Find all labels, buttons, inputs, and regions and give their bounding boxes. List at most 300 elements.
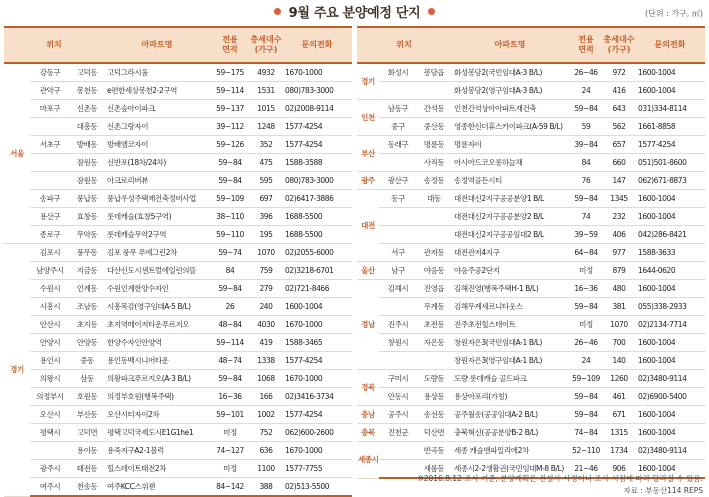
area-cell: 64~84: [569, 244, 603, 262]
units-cell: 396: [250, 208, 282, 226]
phone-cell: 1577-4254: [282, 118, 352, 136]
apartment-cell: 인천간석상아아파트재건축: [451, 100, 569, 118]
units-cell: 700: [603, 334, 635, 352]
city-cell: 의왕시: [30, 370, 70, 388]
units-cell: 595: [250, 172, 282, 190]
area-cell: 21~46: [569, 460, 603, 479]
apartment-cell: 방배엠코자이: [104, 136, 210, 154]
city-cell: 시흥시: [30, 298, 70, 316]
dong-cell: 무악동: [70, 226, 104, 244]
phone-cell: 02)3480-9114: [635, 442, 705, 460]
apartment-cell: 신촌숲아이파크: [104, 100, 210, 118]
city-cell: 서초구: [30, 136, 70, 154]
dong-cell: 간석동: [417, 100, 451, 118]
phone-cell: 1644-0620: [635, 262, 705, 280]
dong-cell: [417, 82, 451, 100]
apartment-cell: 영종한신더휴스카이파크(A-59 B/L): [451, 118, 569, 136]
dong-cell: 인계동: [70, 280, 104, 298]
units-cell: 416: [603, 82, 635, 100]
table-row: [4, 154, 352, 172]
units-cell: 977: [603, 244, 635, 262]
city-cell: 강동구: [30, 63, 70, 82]
dong-cell: [417, 226, 451, 244]
region-cell: 대전: [357, 190, 379, 262]
phone-cell: 1577-4254: [282, 352, 352, 370]
city-cell: 김포시: [30, 244, 70, 262]
table-row: [4, 298, 352, 316]
city-cell: 용산구: [30, 208, 70, 226]
area-cell: 59~84: [210, 280, 250, 298]
table-row: [4, 100, 352, 118]
header-area: [210, 27, 250, 63]
area-cell: 미정: [569, 262, 603, 280]
city-cell: 서구: [379, 244, 417, 262]
right-table: [357, 26, 705, 479]
area-cell: 26~46: [569, 334, 603, 352]
city-cell: [30, 154, 70, 172]
city-cell: 구미시: [379, 370, 417, 388]
table-row: [4, 388, 352, 406]
table-row: [357, 154, 705, 172]
area-cell: 24: [569, 352, 603, 370]
apartment-cell: 롯데캐슬(효창5구역): [104, 208, 210, 226]
left-table: [4, 26, 352, 497]
unit-note: (단위 : 가구, ㎡): [644, 9, 703, 18]
units-cell: 657: [603, 136, 635, 154]
dong-cell: 지금동: [70, 262, 104, 280]
units-cell: 1015: [250, 100, 282, 118]
header-units-text: 총세대수 (가구): [603, 35, 635, 54]
phone-cell: 1600-1004: [635, 406, 705, 424]
units-cell: 1531: [250, 82, 282, 100]
dong-cell: 사직동: [417, 154, 451, 172]
title-bar: [0, 2, 709, 24]
city-cell: [379, 82, 417, 100]
units-cell: 381: [603, 298, 635, 316]
city-cell: 송파구: [30, 190, 70, 208]
table-row: [357, 424, 705, 442]
phone-cell: 02)721-8466: [282, 280, 352, 298]
table-row: [4, 63, 352, 82]
dong-cell: 자은동: [417, 334, 451, 352]
phone-cell: 1600-1004: [635, 190, 705, 208]
units-cell: 660: [603, 154, 635, 172]
apartment-cell: 대전관저4지구: [451, 244, 569, 262]
area-cell: 미정: [210, 460, 250, 478]
table-row: [4, 352, 352, 370]
phone-cell: 1600-1004: [635, 280, 705, 298]
units-cell: 4932: [250, 63, 282, 82]
units-cell: 480: [603, 280, 635, 298]
apartment-cell: 충북혁신(공공분양B-2 B/L): [451, 424, 569, 442]
header-area-text: 전용 면적: [222, 35, 238, 54]
phone-cell: 1600-1004: [635, 352, 705, 370]
phone-cell: 051)501-8600: [635, 154, 705, 172]
units-cell: 240: [250, 298, 282, 316]
area-cell: 59: [569, 118, 603, 136]
units-cell: 906: [603, 460, 635, 479]
area-cell: 59~84: [210, 172, 250, 190]
city-cell: 수원시: [30, 280, 70, 298]
header-units: [603, 27, 635, 63]
phone-cell: 031)334-8114: [635, 100, 705, 118]
city-cell: 의정부시: [30, 388, 70, 406]
area-cell: 59~126: [210, 136, 250, 154]
phone-cell: 1670-1000: [282, 370, 352, 388]
units-cell: 643: [603, 100, 635, 118]
dong-cell: 부산동: [70, 406, 104, 424]
area-cell: 39~59: [569, 226, 603, 244]
apartment-cell: 대전대신2지구공공분양2 B/L: [451, 208, 569, 226]
apartment-cell: 시흥목감(영구임대A-5 B/L): [104, 298, 210, 316]
apartment-cell: 풍납우성주택재건축정비사업: [104, 190, 210, 208]
city-cell: 마포구: [30, 100, 70, 118]
phone-cell: 062)671-8873: [635, 172, 705, 190]
units-cell: 1315: [603, 424, 635, 442]
units-cell: 697: [250, 190, 282, 208]
table-row: [357, 226, 705, 244]
table-row: [4, 442, 352, 460]
phone-cell: 1600-1004: [635, 424, 705, 442]
area-cell: 38~110: [210, 208, 250, 226]
apartment-cell: 대전대신2지구공공분양1 B/L: [451, 190, 569, 208]
city-cell: 평택시: [30, 424, 70, 442]
dong-cell: 덕산면: [417, 424, 451, 442]
apartment-cell: 명륜자이: [451, 136, 569, 154]
table-row: [357, 208, 705, 226]
dong-cell: 고덕동: [70, 63, 104, 82]
area-cell: 26~46: [569, 63, 603, 82]
apartment-cell: 화성봉담2(영구임대A-3 B/L): [451, 82, 569, 100]
area-cell: 59~109: [569, 370, 603, 388]
table-row: [4, 424, 352, 442]
table-row: [4, 118, 352, 136]
phone-cell: 02)6900-5400: [635, 388, 705, 406]
apartment-cell: 의왕파크푸르지오(A-3 B/L): [104, 370, 210, 388]
units-cell: 759: [250, 262, 282, 280]
city-cell: 남구: [379, 262, 417, 280]
dong-cell: 대흥동: [70, 118, 104, 136]
city-cell: 진주시: [379, 316, 417, 334]
units-cell: 752: [250, 424, 282, 442]
area-cell: 52~110: [569, 442, 603, 460]
apartment-cell: 김포 풍무 푸에그린2차: [104, 244, 210, 262]
region-cell: 충북: [357, 424, 379, 442]
region-cell: 세종시: [357, 442, 379, 479]
dong-cell: 효창동: [70, 208, 104, 226]
page-title: 9월 주요 분양예정 단지: [288, 6, 421, 21]
dong-cell: 잠원동: [70, 154, 104, 172]
dong-cell: 새롬동: [417, 460, 451, 479]
area-cell: 59~74: [210, 244, 250, 262]
apartment-cell: 화성봉담2(국민임대A-3 B/L): [451, 63, 569, 82]
units-cell: 4030: [250, 316, 282, 334]
apartment-cell: 신반포(18차/24차): [104, 154, 210, 172]
dong-cell: 용상동: [417, 388, 451, 406]
header-apartment: 아파트명: [104, 27, 210, 63]
header-units-text: 총세대수 (가구): [250, 35, 282, 54]
dong-cell: 잠원동: [70, 172, 104, 190]
units-cell: 562: [603, 118, 635, 136]
table-row: [4, 226, 352, 244]
table-row: [357, 280, 705, 298]
area-cell: 59~114: [210, 82, 250, 100]
units-cell: 1070: [603, 316, 635, 334]
units-cell: 461: [603, 388, 635, 406]
apartment-cell: 진주초전힐스테이트: [451, 316, 569, 334]
city-cell: [30, 442, 70, 460]
dong-cell: 반곡동: [417, 442, 451, 460]
area-cell: 59~84: [569, 298, 603, 316]
city-cell: 광산구: [379, 172, 417, 190]
phone-cell: 080)783-3000: [282, 82, 352, 100]
phone-cell: 02)2055-6000: [282, 244, 352, 262]
area-cell: 84: [210, 262, 250, 280]
phone-cell: 062)600-2600: [282, 424, 352, 442]
units-cell: 972: [603, 63, 635, 82]
dong-cell: 고덕면: [70, 424, 104, 442]
dong-cell: 풍무동: [70, 244, 104, 262]
area-cell: 미정: [210, 424, 250, 442]
apartment-cell: 힐스테이트태전2차: [104, 460, 210, 478]
phone-cell: 1661-8858: [635, 118, 705, 136]
header-phone: 문의전화: [282, 27, 352, 63]
dong-cell: 방배동: [70, 136, 104, 154]
region-cell: 울산: [357, 262, 379, 280]
city-cell: 관악구: [30, 82, 70, 100]
units-cell: 1734: [603, 442, 635, 460]
city-cell: 안동시: [379, 388, 417, 406]
apartment-cell: 공주월송(공공임대A-2 B/L): [451, 406, 569, 424]
units-cell: 232: [603, 208, 635, 226]
right-table-body: [357, 63, 705, 478]
city-cell: [379, 298, 417, 316]
table-row: [357, 370, 705, 388]
city-cell: 안양시: [30, 334, 70, 352]
units-cell: 1002: [250, 406, 282, 424]
apartment-cell: 도량 롯데캐슬 골드파크: [451, 370, 569, 388]
dong-cell: 천송동: [70, 478, 104, 497]
area-cell: 74~127: [210, 442, 250, 460]
dong-cell: 삼동: [70, 370, 104, 388]
dong-cell: 중산동: [417, 118, 451, 136]
apartment-cell: 여주KCC스위첸: [104, 478, 210, 497]
units-cell: 636: [250, 442, 282, 460]
units-cell: 166: [250, 388, 282, 406]
area-cell: 59~84: [569, 406, 603, 424]
apartment-cell: 야음주공2단지: [451, 262, 569, 280]
units-cell: 475: [250, 154, 282, 172]
region-cell: 경기: [4, 244, 30, 497]
area-cell: 59~84: [210, 370, 250, 388]
dong-cell: 중동: [70, 352, 104, 370]
units-cell: 1248: [250, 118, 282, 136]
header-region: 위치: [4, 27, 104, 63]
bullet-dot-icon: [428, 8, 435, 15]
city-cell: 여주시: [30, 478, 70, 497]
table-row: [4, 244, 352, 262]
area-cell: 84: [569, 154, 603, 172]
table-row: [357, 334, 705, 352]
phone-cell: 1600-1004: [635, 334, 705, 352]
header-units: [250, 27, 282, 63]
table-row: [357, 244, 705, 262]
table-row: [357, 172, 705, 190]
table-row: [357, 352, 705, 370]
dong-cell: 초지동: [70, 316, 104, 334]
apartment-cell: 의정부호원(행복주택): [104, 388, 210, 406]
city-cell: 안산시: [30, 316, 70, 334]
header-row: [357, 27, 705, 63]
header-region: 위치: [357, 27, 451, 63]
dong-cell: 송선동: [417, 406, 451, 424]
apartment-cell: 용죽지구A2-1블럭: [104, 442, 210, 460]
table-row: [357, 63, 705, 82]
apartment-cell: 용상아포리(가칭): [451, 388, 569, 406]
city-cell: 김해시: [379, 280, 417, 298]
apartment-cell: 다산신도시센트럴에일린의뜰: [104, 262, 210, 280]
units-cell: 1100: [250, 460, 282, 478]
phone-cell: 02)3416-3734: [282, 388, 352, 406]
units-cell: 352: [250, 136, 282, 154]
city-cell: [379, 208, 417, 226]
phone-cell: 1588-3633: [635, 244, 705, 262]
dong-cell: 관저동: [417, 244, 451, 262]
phone-cell: 1600-1004: [635, 82, 705, 100]
dong-cell: 대동: [417, 190, 451, 208]
table-row: [4, 82, 352, 100]
apartment-cell: 김해무계세르니타웃스: [451, 298, 569, 316]
units-cell: 279: [250, 280, 282, 298]
source-note: 자료 : 부동산114 REPS: [623, 486, 703, 495]
area-cell: 39~84: [569, 136, 603, 154]
city-cell: 오산시: [30, 406, 70, 424]
apartment-cell: 아크로리버뷰: [104, 172, 210, 190]
area-cell: 16~36: [569, 280, 603, 298]
area-cell: 59~84: [569, 100, 603, 118]
table-row: [357, 406, 705, 424]
table-row: [4, 190, 352, 208]
table-row: [357, 298, 705, 316]
area-cell: 59~137: [210, 100, 250, 118]
area-cell: 59~114: [210, 334, 250, 352]
phone-cell: 02)2008-9114: [282, 100, 352, 118]
area-cell: 59~109: [210, 190, 250, 208]
table-row: [4, 478, 352, 497]
region-cell: 광주: [357, 172, 379, 190]
city-cell: [379, 154, 417, 172]
table-row: [357, 118, 705, 136]
apartment-cell: 아시아드코오롱하늘채: [451, 154, 569, 172]
dong-cell: 도량동: [417, 370, 451, 388]
phone-cell: 1600-1004: [635, 208, 705, 226]
table-row: [357, 442, 705, 460]
units-cell: 195: [250, 226, 282, 244]
apartment-cell: 김해진영(행복주택H-1 B/L): [451, 280, 569, 298]
phone-cell: 1688-5500: [282, 226, 352, 244]
units-cell: 419: [250, 334, 282, 352]
city-cell: [379, 460, 417, 479]
area-cell: 59~110: [210, 226, 250, 244]
apartment-cell: 용인동백시니어타운: [104, 352, 210, 370]
area-cell: 26: [210, 298, 250, 316]
phone-cell: 1600-1004: [282, 298, 352, 316]
table-row: [4, 460, 352, 478]
phone-cell: 1588-3588: [282, 154, 352, 172]
table-row: [4, 334, 352, 352]
header-phone: 문의전화: [635, 27, 705, 63]
city-cell: 종로구: [30, 226, 70, 244]
dong-cell: 호원동: [70, 388, 104, 406]
area-cell: 48~74: [210, 352, 250, 370]
area-cell: 59~84: [569, 388, 603, 406]
phone-cell: 1577-4254: [282, 136, 352, 154]
city-cell: 남양주시: [30, 262, 70, 280]
header-apartment: 아파트명: [451, 27, 569, 63]
table-row: [4, 406, 352, 424]
phone-cell: 1577-7755: [282, 460, 352, 478]
phone-cell: 055)338-2933: [635, 298, 705, 316]
phone-cell: 02)2134-7714: [635, 316, 705, 334]
apartment-cell: 고덕그라시움: [104, 63, 210, 82]
dong-cell: 봉담읍: [417, 63, 451, 82]
dong-cell: 신촌동: [70, 100, 104, 118]
table-row: [357, 100, 705, 118]
table-row: [357, 262, 705, 280]
phone-cell: 1688-5500: [282, 208, 352, 226]
area-cell: 16~36: [210, 388, 250, 406]
city-cell: 남동구: [379, 100, 417, 118]
table-row: [4, 208, 352, 226]
units-cell: 879: [603, 262, 635, 280]
units-cell: 1345: [603, 190, 635, 208]
table-row: [4, 316, 352, 334]
phone-cell: 042)286-8421: [635, 226, 705, 244]
dong-cell: 안양동: [70, 334, 104, 352]
apartment-cell: 한양수자인안양역: [104, 334, 210, 352]
area-cell: 미정: [569, 316, 603, 334]
table-row: [4, 280, 352, 298]
phone-cell: 1670-1000: [282, 442, 352, 460]
area-cell: 59~175: [210, 63, 250, 82]
dong-cell: 초전동: [417, 316, 451, 334]
apartment-cell: 세종시2-2생활권(국민임대M-8 B/L): [451, 460, 569, 479]
city-cell: [30, 118, 70, 136]
region-cell: 부산: [357, 136, 379, 172]
city-cell: 용인시: [30, 352, 70, 370]
table-row: [357, 136, 705, 154]
table-row: [4, 136, 352, 154]
area-cell: 59~101: [210, 406, 250, 424]
units-cell: 140: [603, 352, 635, 370]
dong-cell: 봉천동: [70, 82, 104, 100]
table-row: [357, 190, 705, 208]
bullet-dot-icon: [274, 8, 281, 15]
dong-cell: [417, 352, 451, 370]
area-cell: 76: [569, 172, 603, 190]
phone-cell: 1577-4254: [635, 136, 705, 154]
dong-cell: 용이동: [70, 442, 104, 460]
units-cell: 671: [603, 406, 635, 424]
units-cell: 1338: [250, 352, 282, 370]
area-cell: 48~84: [210, 316, 250, 334]
apartment-cell: 평택고덕국제도시E1G1he1: [104, 424, 210, 442]
region-cell: 충남: [357, 406, 379, 424]
apartment-cell: 송정역골든시티: [451, 172, 569, 190]
phone-cell: 02)6417-3886: [282, 190, 352, 208]
phone-cell: 02)513-5500: [282, 478, 352, 497]
apartment-cell: 대전대신2지구공공임대2 B/L: [451, 226, 569, 244]
